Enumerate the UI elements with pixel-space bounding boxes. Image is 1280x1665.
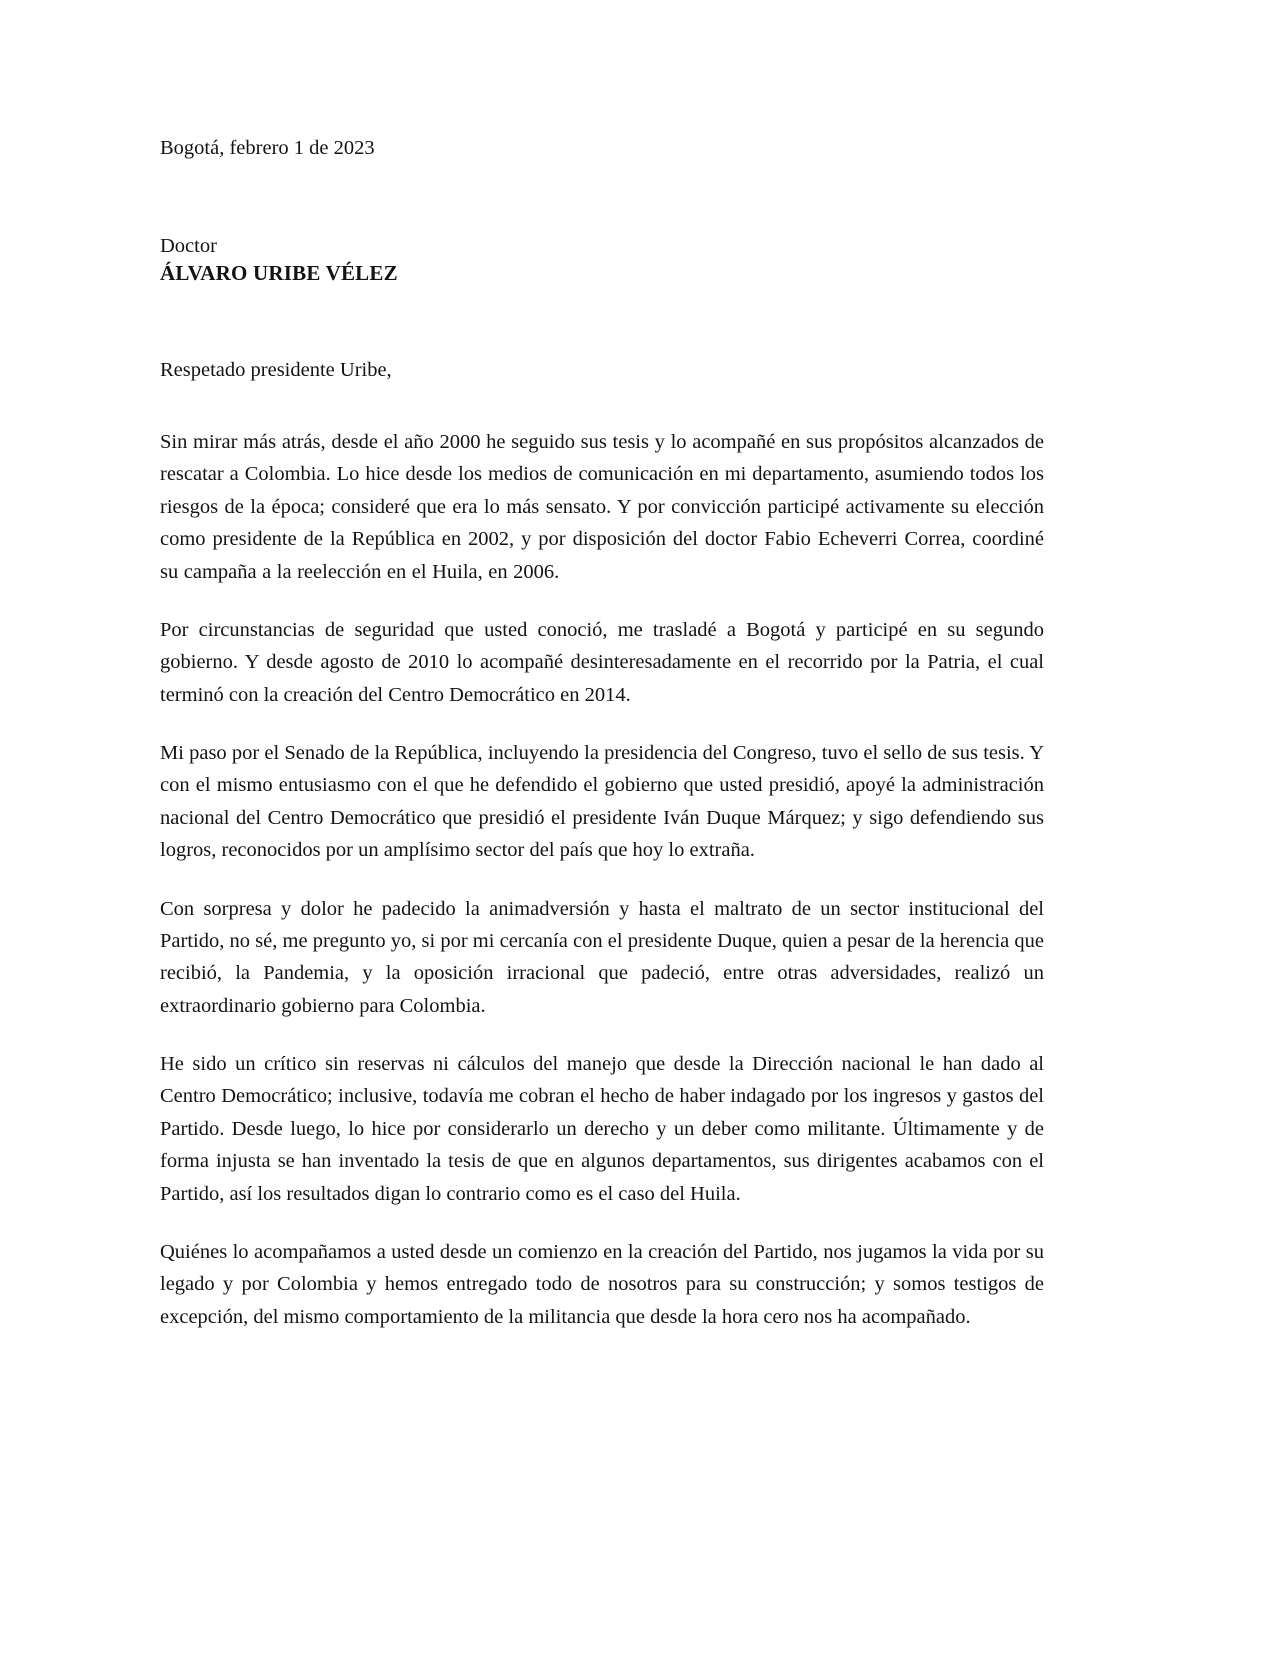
salutation: Respetado presidente Uribe, [160, 359, 392, 382]
paragraph: He sido un crítico sin reservas ni cálculos del manejo que desde la Dirección nacional le han dado al Centro Democrático; inclusive, todavía me cobran el hecho de haber indagado por los ingresos y gastos del Partido. Desde luego, lo hice por considerarlo un derecho y un deber como militante. Últimamente y de forma injusta se han inventado la tesis de que en algunos departamentos, sus dirigentes acabamos con el Partido, así los resultados digan lo contrario como es el caso del Huila. [160, 1053, 1044, 1205]
paragraph: Con sorpresa y dolor he padecido la animadversión y hasta el maltrato de un sector institucional del Partido, no sé, me pregunto yo, si por mi cercanía con el presidente Duque, quien a pesar de la herencia que recibió, la Pandemia, y la oposición irracional que padeció, entre otras adversidades, realizó un extraordinario gobierno para Colombia. [160, 897, 1044, 1017]
paragraph: Quiénes lo acompañamos a usted desde un comienzo en la creación del Partido, nos jugamos la vida por su legado y por Colombia y hemos entregado todo de nosotros para su construcción; y somos testigos de excepción, del mismo comportamiento de la militancia que desde la hora cero nos ha acompañado. [160, 1240, 1044, 1328]
body-paragraphs [160, 426, 1044, 1333]
addressee-block [160, 233, 1044, 288]
letter-body [160, 136, 1044, 1333]
addressee-title: Doctor [160, 234, 217, 257]
addressee-name: ÁLVARO URIBE VÉLEZ [160, 260, 398, 285]
spacer-salutation [160, 384, 1044, 426]
date-line: Bogotá, febrero 1 de 2023 [160, 137, 375, 159]
paragraph: Mi paso por el Senado de la República, incluyendo la presidencia del Congreso, tuvo el sello de sus tesis. Y con el mismo entusiasmo con el que he defendido el gobierno que usted presidió, apoyé la administración nacional del Centro Democrático que presidió el presidente Iván Duque Márquez; y sigo defendiendo sus logros, reconocidos por un amplísimo sector del país que hoy lo extraña. [160, 742, 1044, 862]
spacer-date [160, 161, 1044, 233]
paragraph: Sin mirar más atrás, desde el año 2000 he seguido sus tesis y lo acompañé en sus propósitos alcanzados de rescatar a Colombia. Lo hice desde los medios de comunicación en mi departamento, asumiendo todos los riesgos de la época; consideré que era lo más sensato. Y por convicción participé activamente su elección como presidente de la República en 2002, y por disposición del doctor Fabio Echeverri Correa, coordiné su campaña a la reelección en el Huila, en 2006. [160, 431, 1044, 583]
spacer-addressee [160, 287, 1044, 357]
paragraph: Por circunstancias de seguridad que usted conoció, me trasladé a Bogotá y participé en su segundo gobierno. Y desde agosto de 2010 lo acompañé desinteresadamente en el recorrido por la Patria, el cual terminó con la creación del Centro Democrático en 2014. [160, 618, 1044, 706]
